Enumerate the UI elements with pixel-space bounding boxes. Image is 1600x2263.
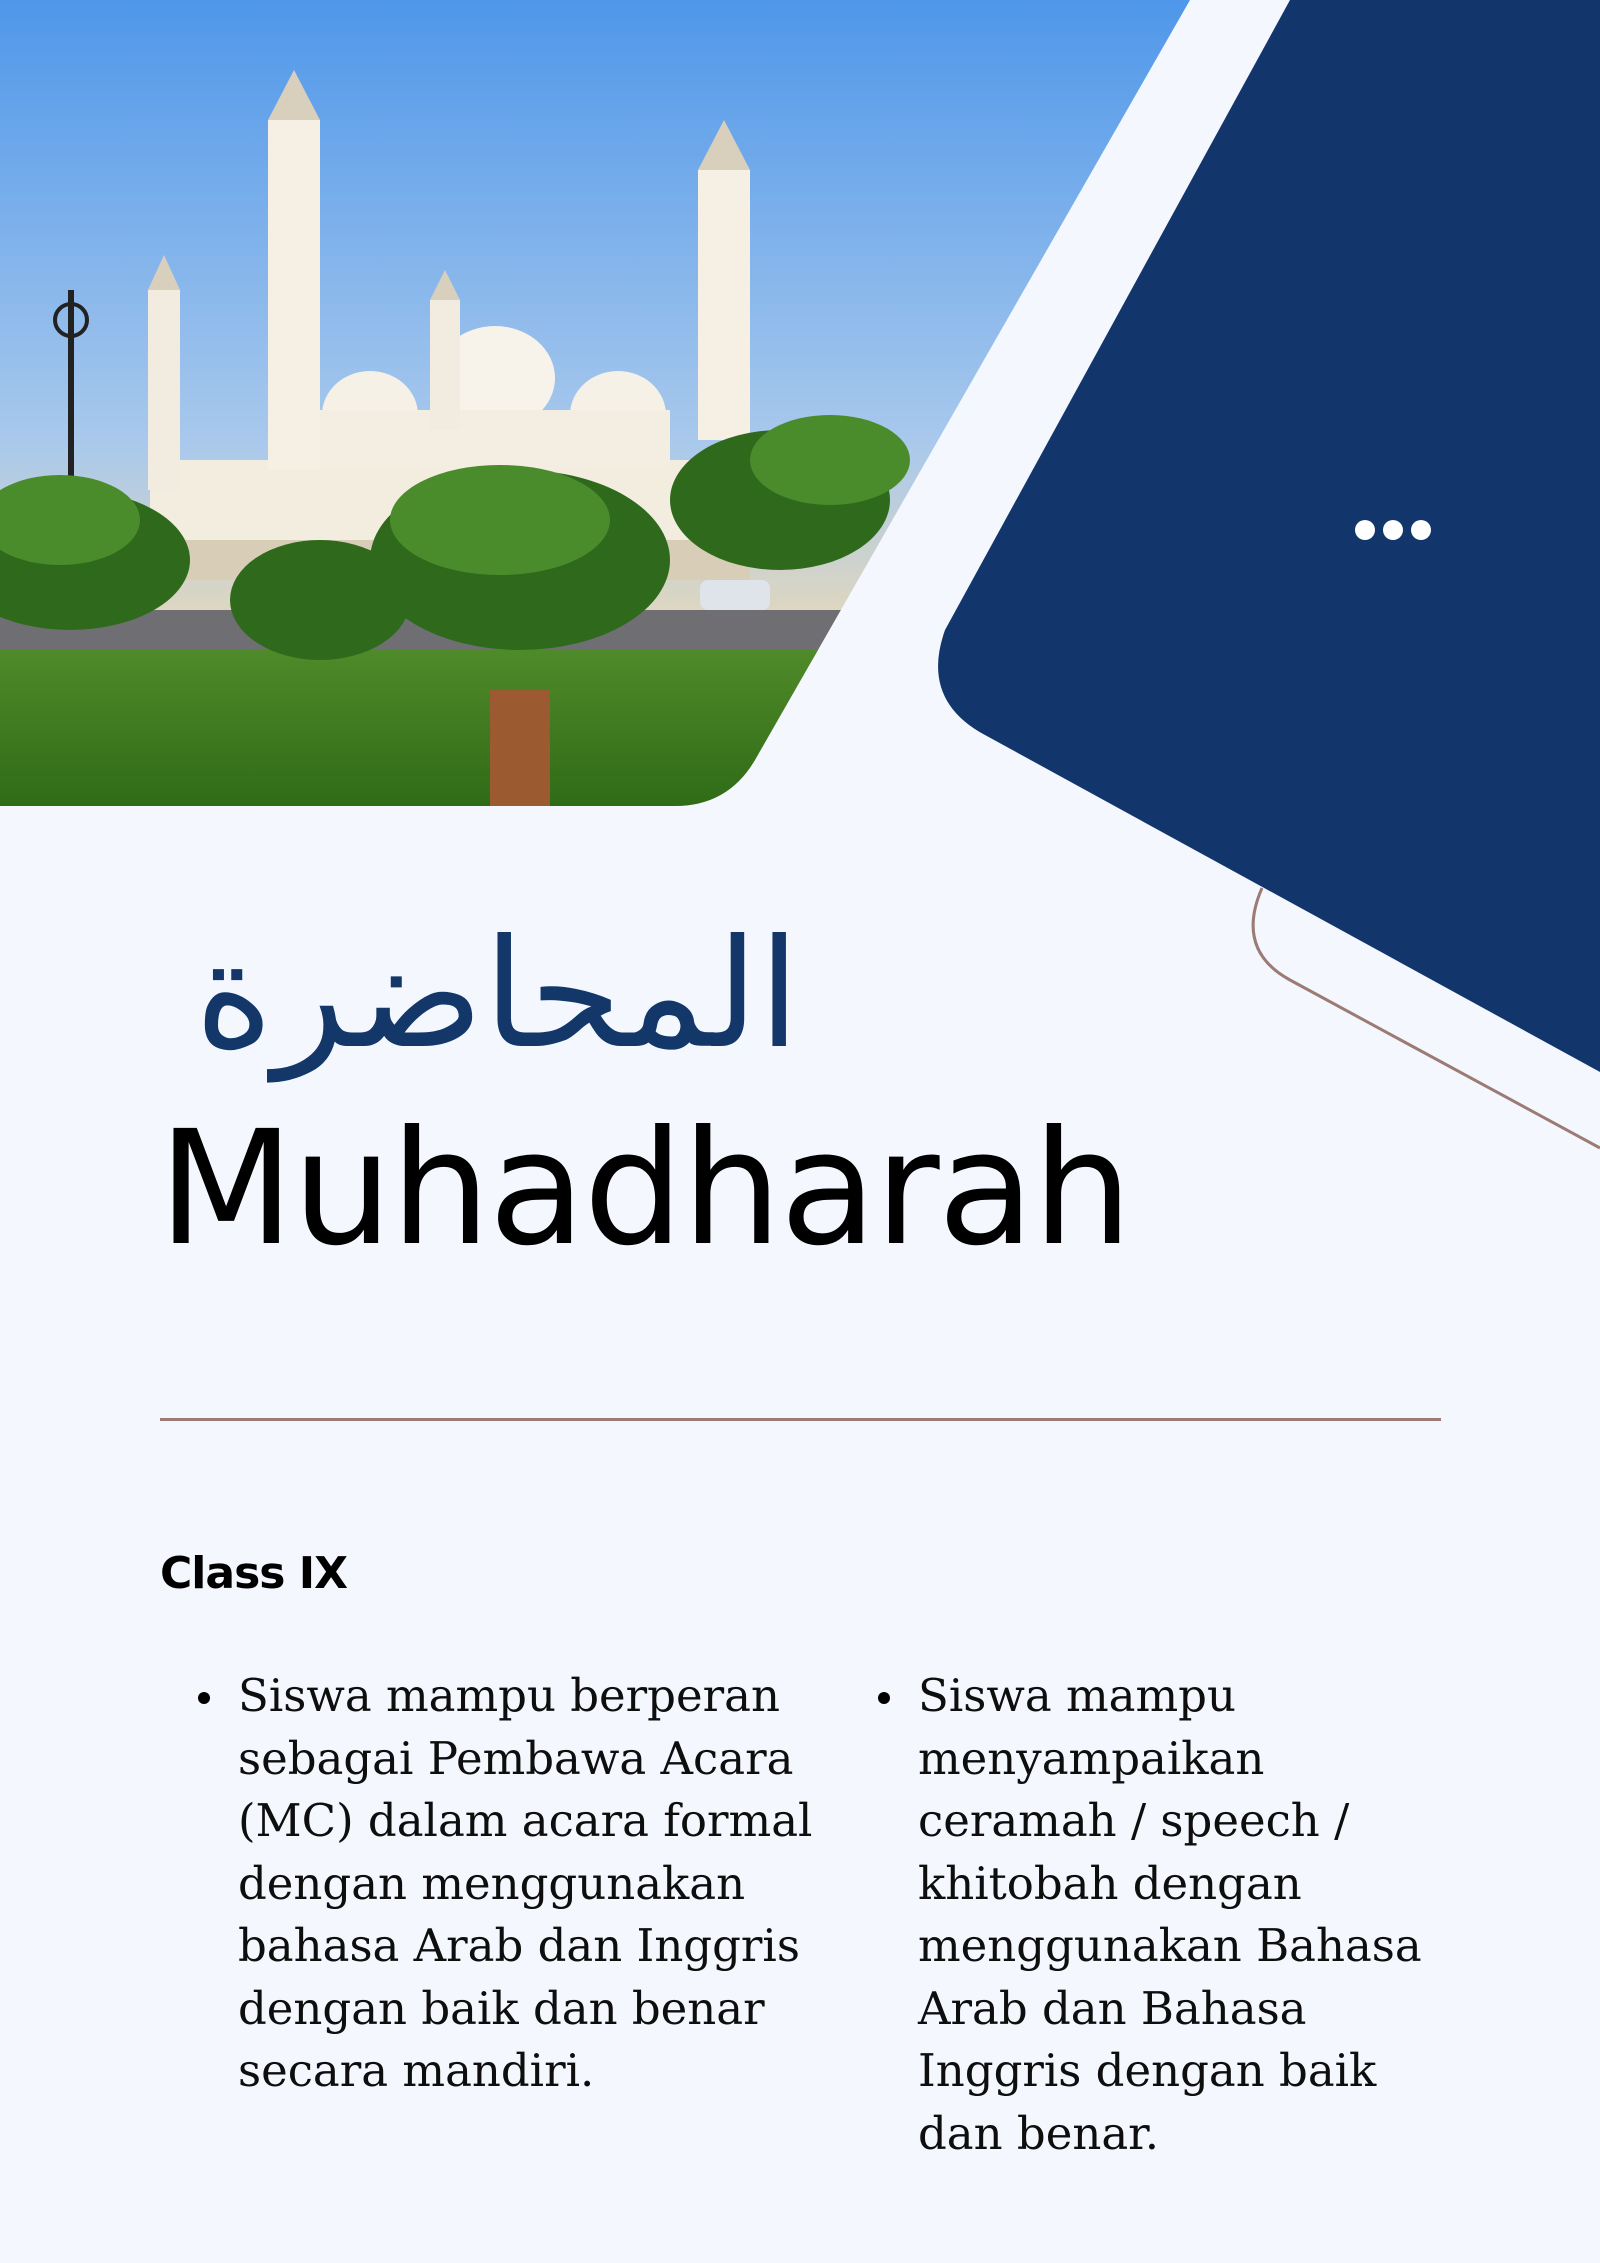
objectives-list (160, 1665, 1460, 2165)
mosque-photo (0, 0, 1190, 806)
class-label: Class IX (160, 1548, 348, 1599)
bullet-icon (878, 1692, 890, 1704)
list-item (160, 1665, 840, 2165)
title-latin: Muhadharah (158, 1097, 1131, 1281)
more-horizontal-icon[interactable] (1355, 515, 1445, 545)
dot (1383, 520, 1403, 540)
bullet-icon (198, 1692, 210, 1704)
objective-text: Siswa mampu menyampaikan ceramah / speech / khitobah dengan menggunakan Bahasa Arab dan Bahasa Inggris dengan baik dan benar. (918, 1669, 1422, 2160)
dot (1411, 520, 1431, 540)
list-item (840, 1665, 1460, 2165)
objective-text: Siswa mampu berperan sebagai Pembawa Acara (MC) dalam acara formal dengan menggunakan bahasa Arab dan Inggris dengan baik dan benar secara mandiri. (238, 1669, 813, 2097)
dot (1355, 520, 1375, 540)
divider (160, 1418, 1441, 1421)
title-arabic: المحاضرة (194, 908, 800, 1082)
